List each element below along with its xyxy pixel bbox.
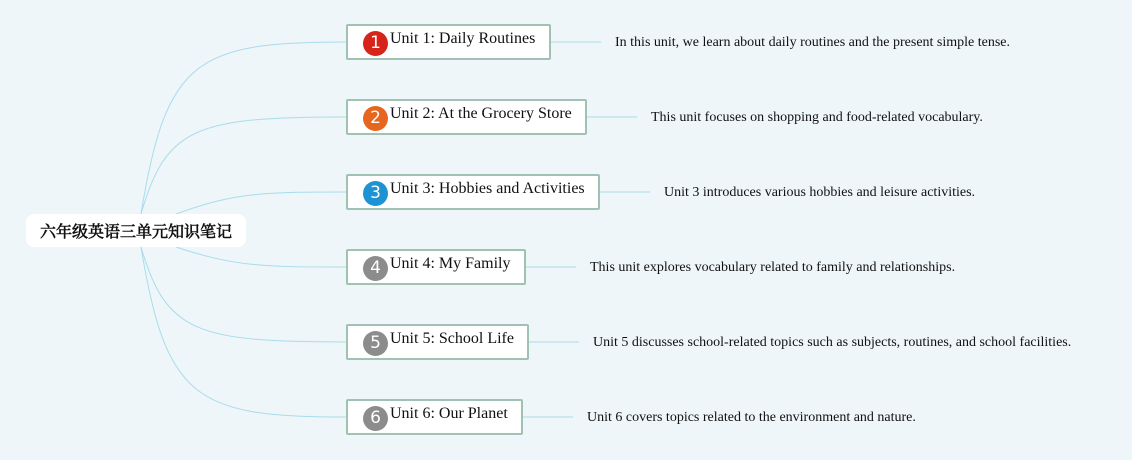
unit-title: Unit 2: At the Grocery Store — [390, 105, 572, 122]
branch-connector-5 — [141, 247, 346, 342]
unit-title: Unit 6: Our Planet — [390, 405, 508, 422]
unit-title: Unit 4: My Family — [390, 255, 511, 272]
unit-node-4[interactable] — [346, 249, 526, 285]
unit-number-badge: 4 — [363, 256, 388, 281]
unit-node-2[interactable] — [346, 99, 587, 135]
unit-number-badge: 2 — [363, 106, 388, 131]
unit-number-badge: 3 — [363, 181, 388, 206]
unit-number-badge: 6 — [363, 406, 388, 431]
unit-description-6[interactable]: Unit 6 covers topics related to the environment and nature. — [587, 410, 916, 425]
unit-node-6[interactable] — [346, 399, 523, 435]
unit-description-1[interactable]: In this unit, we learn about daily routines and the present simple tense. — [615, 35, 1011, 50]
unit-node-1[interactable] — [346, 24, 551, 60]
unit-description-3[interactable]: Unit 3 introduces various hobbies and leisure activities. — [664, 185, 976, 200]
unit-node-3[interactable] — [346, 174, 600, 210]
branch-connector-1 — [141, 42, 346, 214]
branch-connector-2 — [141, 117, 346, 214]
unit-title: Unit 3: Hobbies and Activities — [390, 180, 585, 197]
unit-title: Unit 5: School Life — [390, 330, 514, 347]
root-title: 六年级英语三单元知识笔记 — [39, 222, 232, 241]
unit-number-badge: 5 — [363, 331, 388, 356]
unit-description-4[interactable]: This unit explores vocabulary related to family and relationships. — [590, 260, 956, 275]
branch-connector-6 — [141, 247, 346, 417]
unit-description-2[interactable]: This unit focuses on shopping and food-related vocabulary. — [651, 110, 983, 125]
unit-description-5[interactable]: Unit 5 discusses school-related topics such as subjects, routines, and school facilities. — [593, 335, 1072, 350]
root-topic[interactable] — [26, 214, 246, 247]
unit-node-5[interactable] — [346, 324, 529, 360]
unit-number-badge: 1 — [363, 31, 388, 56]
unit-title: Unit 1: Daily Routines — [390, 30, 536, 47]
branch-connector-4 — [176, 247, 346, 267]
branch-connector-3 — [176, 192, 346, 214]
